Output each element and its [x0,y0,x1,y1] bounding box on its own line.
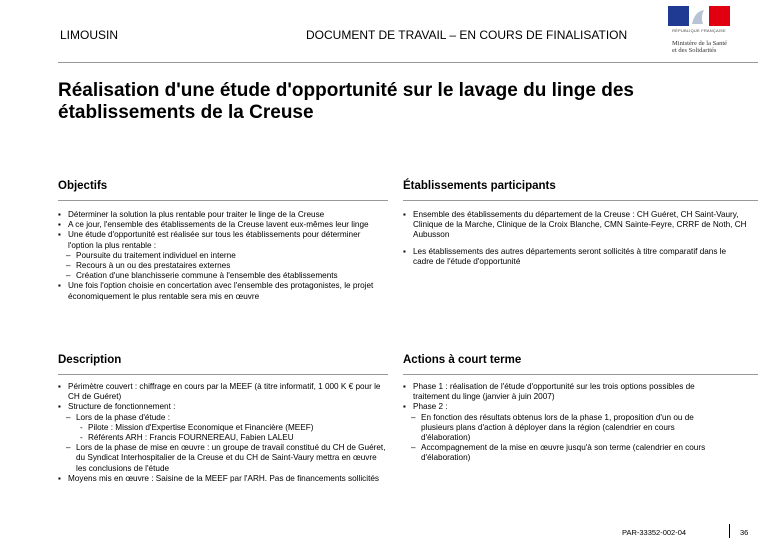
actions-heading: Actions à court terme [403,354,522,366]
footer-divider [729,524,730,538]
list-item: – En fonction des résultats obtenus lors de la phase 1, proposition d'un ou de plusieurs plans d'action à déployer dans la région (calendrier en cours d'élaboration) [403,413,723,444]
etablissements-divider [403,200,758,201]
list-item: ▪ A ce jour, l'ensemble des établissements de la Creuse lavent eux-mêmes leur linge [58,220,388,230]
list-item: ▪ Périmètre couvert : chiffrage en cours par la MEEF (à titre informatif, 1 000 K € pour le CH de Guéret) [58,382,388,402]
objectifs-list [58,210,388,302]
description-list [58,382,388,484]
list-item: ▪ Les établissements des autres départements seront sollicités à titre comparatif dans le cadre de l'étude d'opportunité [403,247,748,267]
ministry-name [672,40,732,54]
list-item: ▪ Ensemble des établissements du département de la Creuse : CH Guéret, CH Saint-Vaury, Clinique de la Marche, Clinique de la Croix Blanche, CMN Sainte-Feyre, CRRF de Noth, CH Aubusson [403,210,748,241]
marianne-flag-icon [668,6,730,26]
description-divider [58,374,388,375]
title-line: établissements de la Creuse [58,102,314,123]
title-line: Réalisation d'une étude d'opportunité sur le lavage du linge des [58,80,634,101]
list-item: – Recours à un ou des prestataires externes [58,261,388,271]
list-item: ▪ Structure de fonctionnement : [58,402,388,412]
page-number: 36 [740,528,749,537]
header-divider [58,62,758,63]
list-item: ▪ Une étude d'opportunité est réalisée sur tous les établissements pour déterminer l'option la plus rentable : [58,230,388,250]
list-item: ▪ Une fois l'option choisie en concertation avec l'ensemble des protagonistes, le projet économiquement le plus rentable sera mis en œuvre [58,281,388,301]
etablissements-heading: Établissements participants [403,180,556,192]
document-reference: PAR-33352-002-04 [622,528,687,537]
logo-caption: RÉPUBLIQUE FRANÇAISE [672,28,726,33]
list-item: - Pilote : Mission d'Expertise Economique et Financière (MEEF) [58,423,388,433]
list-item: ▪ Phase 1 : réalisation de l'étude d'opportunité sur les trois options possibles de traitement du linge (janvier à juin 2007) [403,382,723,402]
description-heading: Description [58,354,122,366]
ministry-line: et des Solidarités [672,47,717,54]
list-item: - Référents ARH : Francis FOURNEREAU, Fabien LALEU [58,433,388,443]
page-title [58,80,758,124]
actions-divider [403,374,758,375]
list-item: – Lors de la phase de mise en œuvre : un groupe de travail constitué du CH de Guéret, du Syndicat Interhospitalier de la Creuse et du CH de Saint-Vaury mettra en œuvre les conclusions de l'étude [58,443,388,474]
list-item: – Poursuite du traitement individuel en interne [58,251,388,261]
list-item: ▪ Déterminer la solution la plus rentable pour traiter le linge de la Creuse [58,210,388,220]
objectifs-heading: Objectifs [58,180,108,192]
etablissements-list [403,210,748,267]
list-item: ▪ Phase 2 : [403,402,723,412]
list-item: – Création d'une blanchisserie commune à l'ensemble des établissements [58,271,388,281]
ministry-line: Ministère de la Santé [672,40,728,47]
list-item: – Accompagnement de la mise en œuvre jusqu'à son terme (calendrier en cours d'élaboration) [403,443,723,463]
actions-list [403,382,723,464]
list-item: ▪ Moyens mis en œuvre : Saisine de la MEEF par l'ARH. Pas de financements sollicités [58,474,388,484]
document-status: DOCUMENT DE TRAVAIL – EN COURS DE FINALISATION [306,28,628,42]
region-label: LIMOUSIN [60,28,119,42]
list-item: – Lors de la phase d'étude : [58,413,388,423]
objectifs-divider [58,200,388,201]
